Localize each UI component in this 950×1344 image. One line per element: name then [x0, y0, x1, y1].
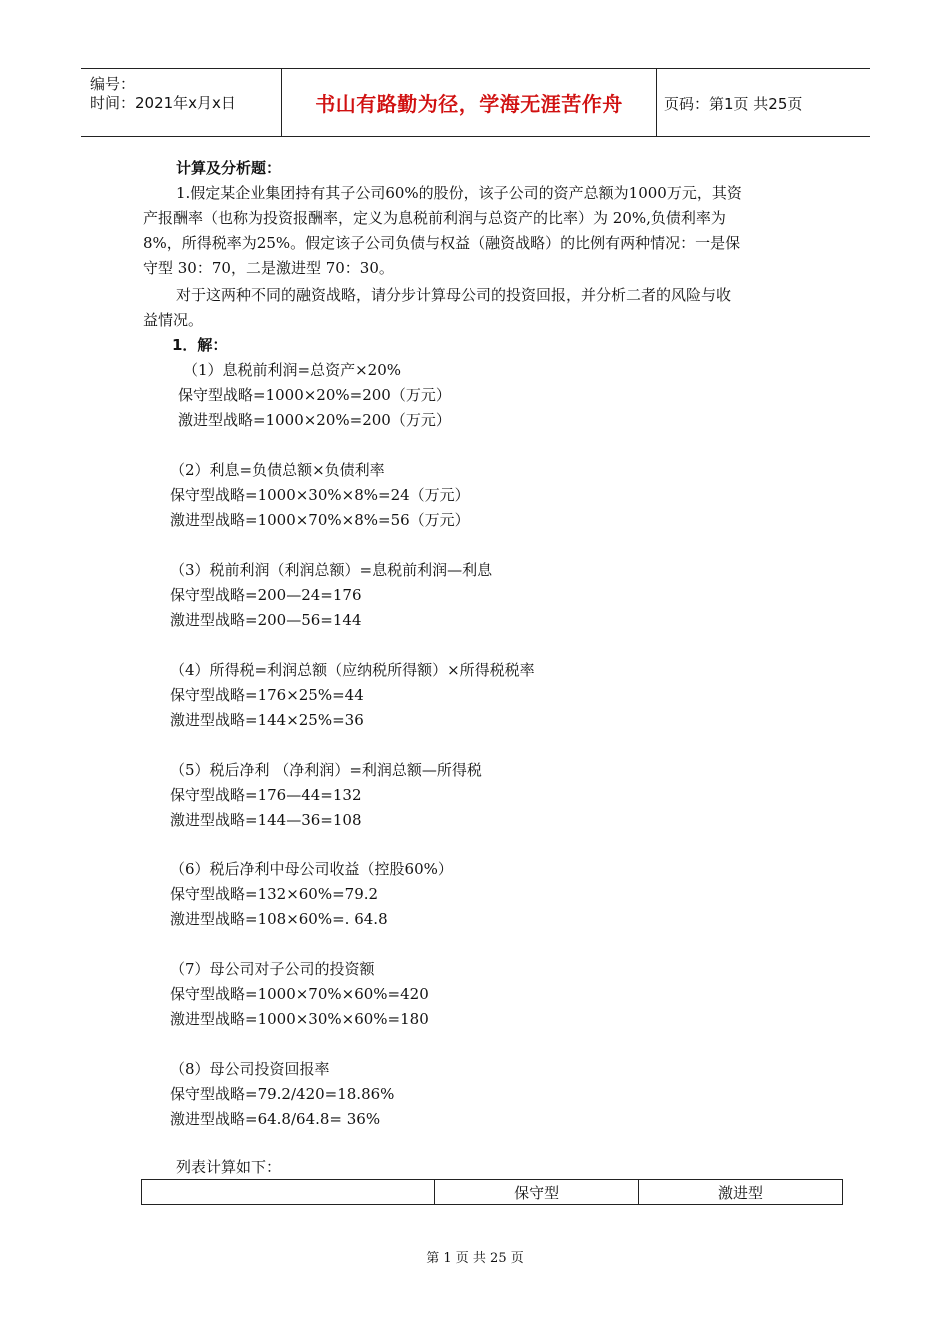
- step-line: 激进型战略=64.8/64.8= 36%: [170, 1110, 381, 1128]
- problem-line: 8%，所得税率为25%。假定该子公司负债与权益（融资战略）的比例有两种情况：一是保: [143, 234, 741, 252]
- table-header-row: [142, 1180, 843, 1205]
- step-title: （4）所得税=利润总额（应纳税所得额）×所得税税率: [170, 661, 535, 679]
- step-line: 激进型战略=1000×20%=200（万元）: [178, 411, 451, 429]
- header-motto: 书山有路勤为径，学海无涯苦作舟: [315, 92, 623, 116]
- header-divider: [656, 69, 657, 136]
- header-meta: [81, 69, 281, 136]
- step-line: 保守型战略=1000×30%×8%=24（万元）: [170, 486, 470, 504]
- step-line: 激进型战略=108×60%=. 64.8: [170, 910, 388, 928]
- step-line: 激进型战略=144—36=108: [170, 811, 362, 829]
- problem-line: 守型 30：70，二是激进型 70：30。: [143, 259, 394, 277]
- step-line: 保守型战略=79.2/420=18.86%: [170, 1085, 395, 1103]
- table-caption: 列表计算如下：: [176, 1158, 282, 1176]
- question-line: 对于这两种不同的融资战略，请分步计算母公司的投资回报，并分析二者的风险与收: [176, 286, 732, 304]
- step-line: 保守型战略=176×25%=44: [170, 686, 364, 704]
- number-label: 编号：: [90, 75, 136, 93]
- step-line: 保守型战略=200—24=176: [170, 586, 362, 604]
- problem-line: 产报酬率（也称为投资报酬率，定义为息税前利润与总资产的比率）为 20%,负债利率为: [143, 209, 726, 227]
- answer-title: 1．解：: [172, 336, 228, 354]
- step-line: 激进型战略=1000×30%×60%=180: [170, 1010, 429, 1028]
- header-page-info: 页码：第1页 共25页: [664, 95, 803, 113]
- problem-line: 1.假定某企业集团持有其子公司60%的股份，该子公司的资产总额为1000万元，其资: [176, 184, 742, 202]
- question-line: 益情况。: [143, 311, 204, 329]
- comparison-table: [141, 1179, 843, 1205]
- step-line: 保守型战略=176—44=132: [170, 786, 362, 804]
- step-line: 保守型战略=1000×20%=200（万元）: [178, 386, 451, 404]
- step-line: 保守型战略=132×60%=79.2: [170, 885, 379, 903]
- step-title: （5）税后净利 （净利润）=利润总额—所得税: [170, 761, 482, 779]
- step-line: 激进型战略=200—56=144: [170, 611, 362, 629]
- step-line: 激进型战略=144×25%=36: [170, 711, 364, 729]
- step-title: （2）利息=负债总额×负债利率: [170, 461, 385, 479]
- page-footer: 第 1 页 共 25 页: [426, 1251, 524, 1266]
- time-label: 时间：2021年x月x日: [90, 94, 236, 112]
- table-header-cell: 激进型: [639, 1180, 843, 1205]
- table-header-cell: 保守型: [435, 1180, 639, 1205]
- step-title: （6）税后净利中母公司收益（控股60%）: [170, 860, 453, 878]
- step-line: 保守型战略=1000×70%×60%=420: [170, 985, 429, 1003]
- step-title: （8）母公司投资回报率: [170, 1060, 330, 1078]
- page-header: [81, 68, 870, 137]
- step-title: （1）息税前利润=总资产×20%: [183, 361, 402, 379]
- step-line: 激进型战略=1000×70%×8%=56（万元）: [170, 511, 470, 529]
- step-title: （7）母公司对子公司的投资额: [170, 960, 375, 978]
- step-title: （3）税前利润（利润总额）=息税前利润—利息: [170, 561, 493, 579]
- table-header-cell: [142, 1180, 435, 1205]
- section-title: 计算及分析题：: [176, 159, 282, 177]
